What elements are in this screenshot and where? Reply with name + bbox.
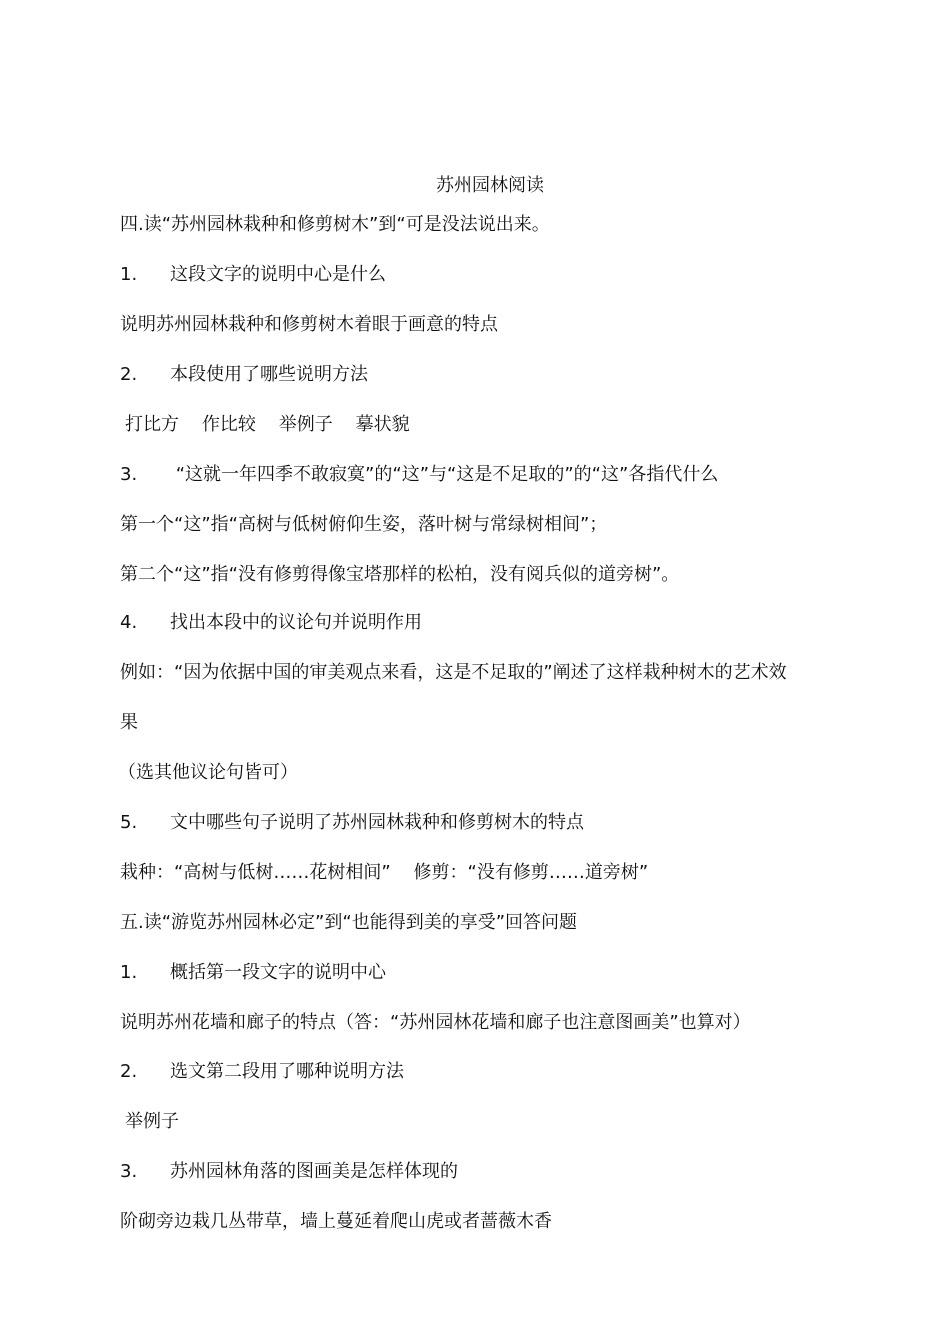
document-title: 苏州园林阅读 [436,175,544,196]
question-5-3: 3. 苏州园林角落的图画美是怎样体现的 [120,1161,458,1182]
section-5-heading: 五.读“游览苏州园林必定”到“也能得到美的享受”回答问题 [120,912,578,933]
question-5: 5. 文中哪些句子说明了苏州园林栽种和修剪树木的特点 [120,812,584,833]
answer-5-3: 阶砌旁边栽几丛带草，墙上蔓延着爬山虎或者蔷薇木香 [120,1211,552,1232]
answer-4-note: （选其他议论句皆可） [118,762,298,783]
section-4-heading: 四.读“苏州园林栽种和修剪树木”到“可是没法说出来。 [120,214,550,235]
answer-3a: 第一个“这”指“高树与低树俯仰生姿，落叶树与常绿树相间”； [120,514,608,535]
answer-1: 说明苏州园林栽种和修剪树木着眼于画意的特点 [120,314,498,335]
question-4: 4. 找出本段中的议论句并说明作用 [120,612,422,633]
answer-2: 打比方 作比较 举例子 摹状貌 [125,414,410,435]
answer-5: 栽种：“高树与低树……花树相间” 修剪：“没有修剪……道旁树” [120,862,649,883]
answer-5-1: 说明苏州花墙和廊子的特点（答：“苏州园林花墙和廊子也注意图画美”也算对） [120,1012,751,1033]
answer-4: 例如：“因为依据中国的审美观点来看，这是不足取的”阐述了这样栽种树木的艺术效 [120,662,787,683]
answer-5-2: 举例子 [125,1111,179,1132]
question-1: 1. 这段文字的说明中心是什么 [120,264,386,285]
question-5-2: 2. 选文第二段用了哪种说明方法 [120,1061,404,1082]
answer-4-continued: 果 [120,712,138,733]
question-2: 2. 本段使用了哪些说明方法 [120,364,368,385]
question-3: 3. “这就一年四季不敢寂寞”的“这”与“这是不足取的”的“这”各指代什么 [120,464,719,485]
question-5-1: 1. 概括第一段文字的说明中心 [120,962,386,983]
answer-3b: 第二个“这”指“没有修剪得像宝塔那样的松柏，没有阅兵似的道旁树”。 [120,564,680,585]
